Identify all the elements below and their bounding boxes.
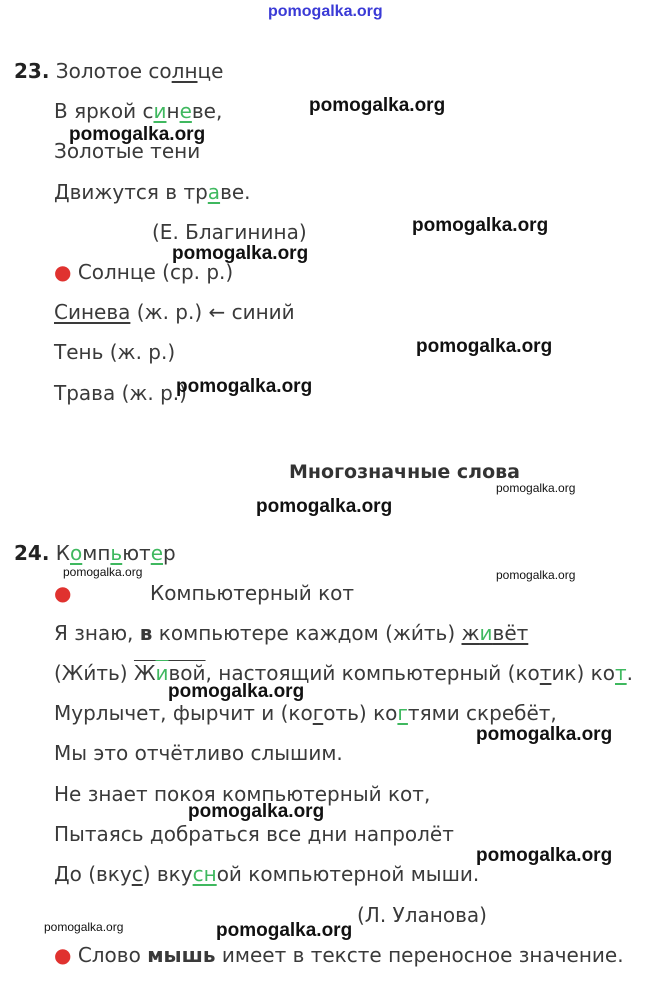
poem-author: (Е. Благинина) [152, 220, 307, 244]
bold-word: мышь [147, 943, 216, 967]
section-heading: Многозначные слова [289, 461, 520, 483]
highlight-letter: е [150, 541, 164, 565]
watermark: pomogalka.org [496, 568, 576, 582]
bullet-icon: ● [54, 260, 72, 284]
text: До (вку [54, 862, 132, 886]
watermark: pomogalka.org [476, 724, 613, 745]
answer-4: Трава (ж. р.) [54, 381, 187, 405]
highlight-letter: г [397, 701, 408, 725]
text: ой компьютерной мыши. [216, 862, 480, 886]
watermark: pomogalka.org [256, 496, 393, 517]
text: ют [122, 541, 151, 565]
poem-24-line-1 [54, 621, 528, 645]
text: мп [82, 541, 111, 565]
text: (Жи́ть) [54, 661, 134, 685]
text: ве, [191, 99, 223, 123]
text: В яркой с [54, 99, 154, 123]
text: Движутся в тр [54, 180, 208, 204]
text: ж [461, 621, 480, 645]
poem-24-line-6: Пытаясь добраться все дни напролёт [54, 822, 454, 846]
final-remark [54, 943, 624, 967]
text: с [131, 862, 143, 886]
poem-title: Компьютерный кот [150, 581, 355, 605]
text: Мурлычет, фырчит и (ко [54, 701, 313, 725]
watermark: pomogalka.org [476, 845, 613, 866]
text: . [626, 661, 634, 685]
exercise-number: 24. [14, 541, 50, 565]
text: Я знаю, [54, 621, 140, 645]
watermark: pomogalka.org [309, 95, 446, 116]
poem-24-line-5: Не знает покоя компьютерный кот, [54, 782, 431, 806]
watermark: pomogalka.org [188, 801, 325, 822]
highlight-letter: ь [110, 541, 123, 565]
exercise-23-title [14, 59, 223, 83]
text: компьютере каждом (жи́ть) [152, 621, 462, 645]
answer-3: Тень (ж. р.) [54, 340, 176, 364]
text: р [163, 541, 176, 565]
poem-24-line-2 [54, 661, 633, 685]
poem-24-line-3 [54, 701, 557, 725]
watermark: pomogalka.org [63, 565, 143, 579]
text: К [55, 541, 70, 565]
exercise-24-title [14, 541, 176, 565]
highlight-letter: о [70, 541, 83, 565]
text: оть) ко [323, 701, 398, 725]
watermark: pomogalka.org [69, 124, 206, 145]
text: вёт [492, 621, 529, 645]
text: ве. [220, 180, 251, 204]
text: Слово [77, 943, 148, 967]
text: ) вку [142, 862, 193, 886]
title-part: Золотое со [55, 59, 172, 83]
poem-line-2: Золотые тени [54, 139, 201, 163]
watermark: pomogalka.org [44, 920, 124, 934]
answer-2 [54, 300, 295, 324]
highlight-letter: т [615, 661, 627, 685]
text: (ж. р.) ← синий [130, 300, 295, 324]
text: Ж [133, 661, 156, 685]
exercise-number: 23. [14, 59, 50, 83]
watermark: pomogalka.org [168, 681, 305, 702]
watermark: pomogalka.org [496, 481, 576, 495]
watermark: pomogalka.org [216, 920, 353, 941]
text: имеет в тексте переносное значение. [215, 943, 624, 967]
bullet-icon: ● [54, 581, 72, 605]
bullet-icon: ● [54, 943, 72, 967]
watermark: pomogalka.org [172, 243, 309, 264]
highlight-letter: и [155, 661, 169, 685]
text: в [139, 621, 153, 645]
poem-24-author: (Л. Уланова) [357, 903, 487, 927]
poem-24-line-4: Мы это отчётливо слышим. [54, 741, 343, 765]
highlight-letter: е [179, 99, 192, 123]
watermark: pomogalka.org [176, 376, 313, 397]
text: г [312, 701, 324, 725]
highlight-letter: а [207, 180, 221, 204]
watermark: pomogalka.org [412, 215, 549, 236]
text: Солнце (ср. р.) [77, 260, 234, 284]
text: ик) ко [551, 661, 615, 685]
text: т [539, 661, 552, 685]
poem-line-3 [54, 180, 251, 204]
highlight-letter: и [153, 99, 167, 123]
watermark-top: pomogalka.org [268, 3, 383, 20]
title-part-highlight: лн [171, 59, 198, 83]
text: н [166, 99, 180, 123]
text: тями скребёт, [407, 701, 557, 725]
title-part: це [197, 59, 224, 83]
poem-24-line-7 [54, 862, 479, 886]
highlight-letter: сн [192, 862, 217, 886]
watermark: pomogalka.org [416, 336, 553, 357]
poem-line-1 [54, 99, 222, 123]
highlight-letter: и [479, 621, 493, 645]
underlined-word: Синева [54, 300, 131, 324]
text: , настоящий компьютерный (ко [205, 661, 540, 685]
text: вой [168, 661, 206, 685]
